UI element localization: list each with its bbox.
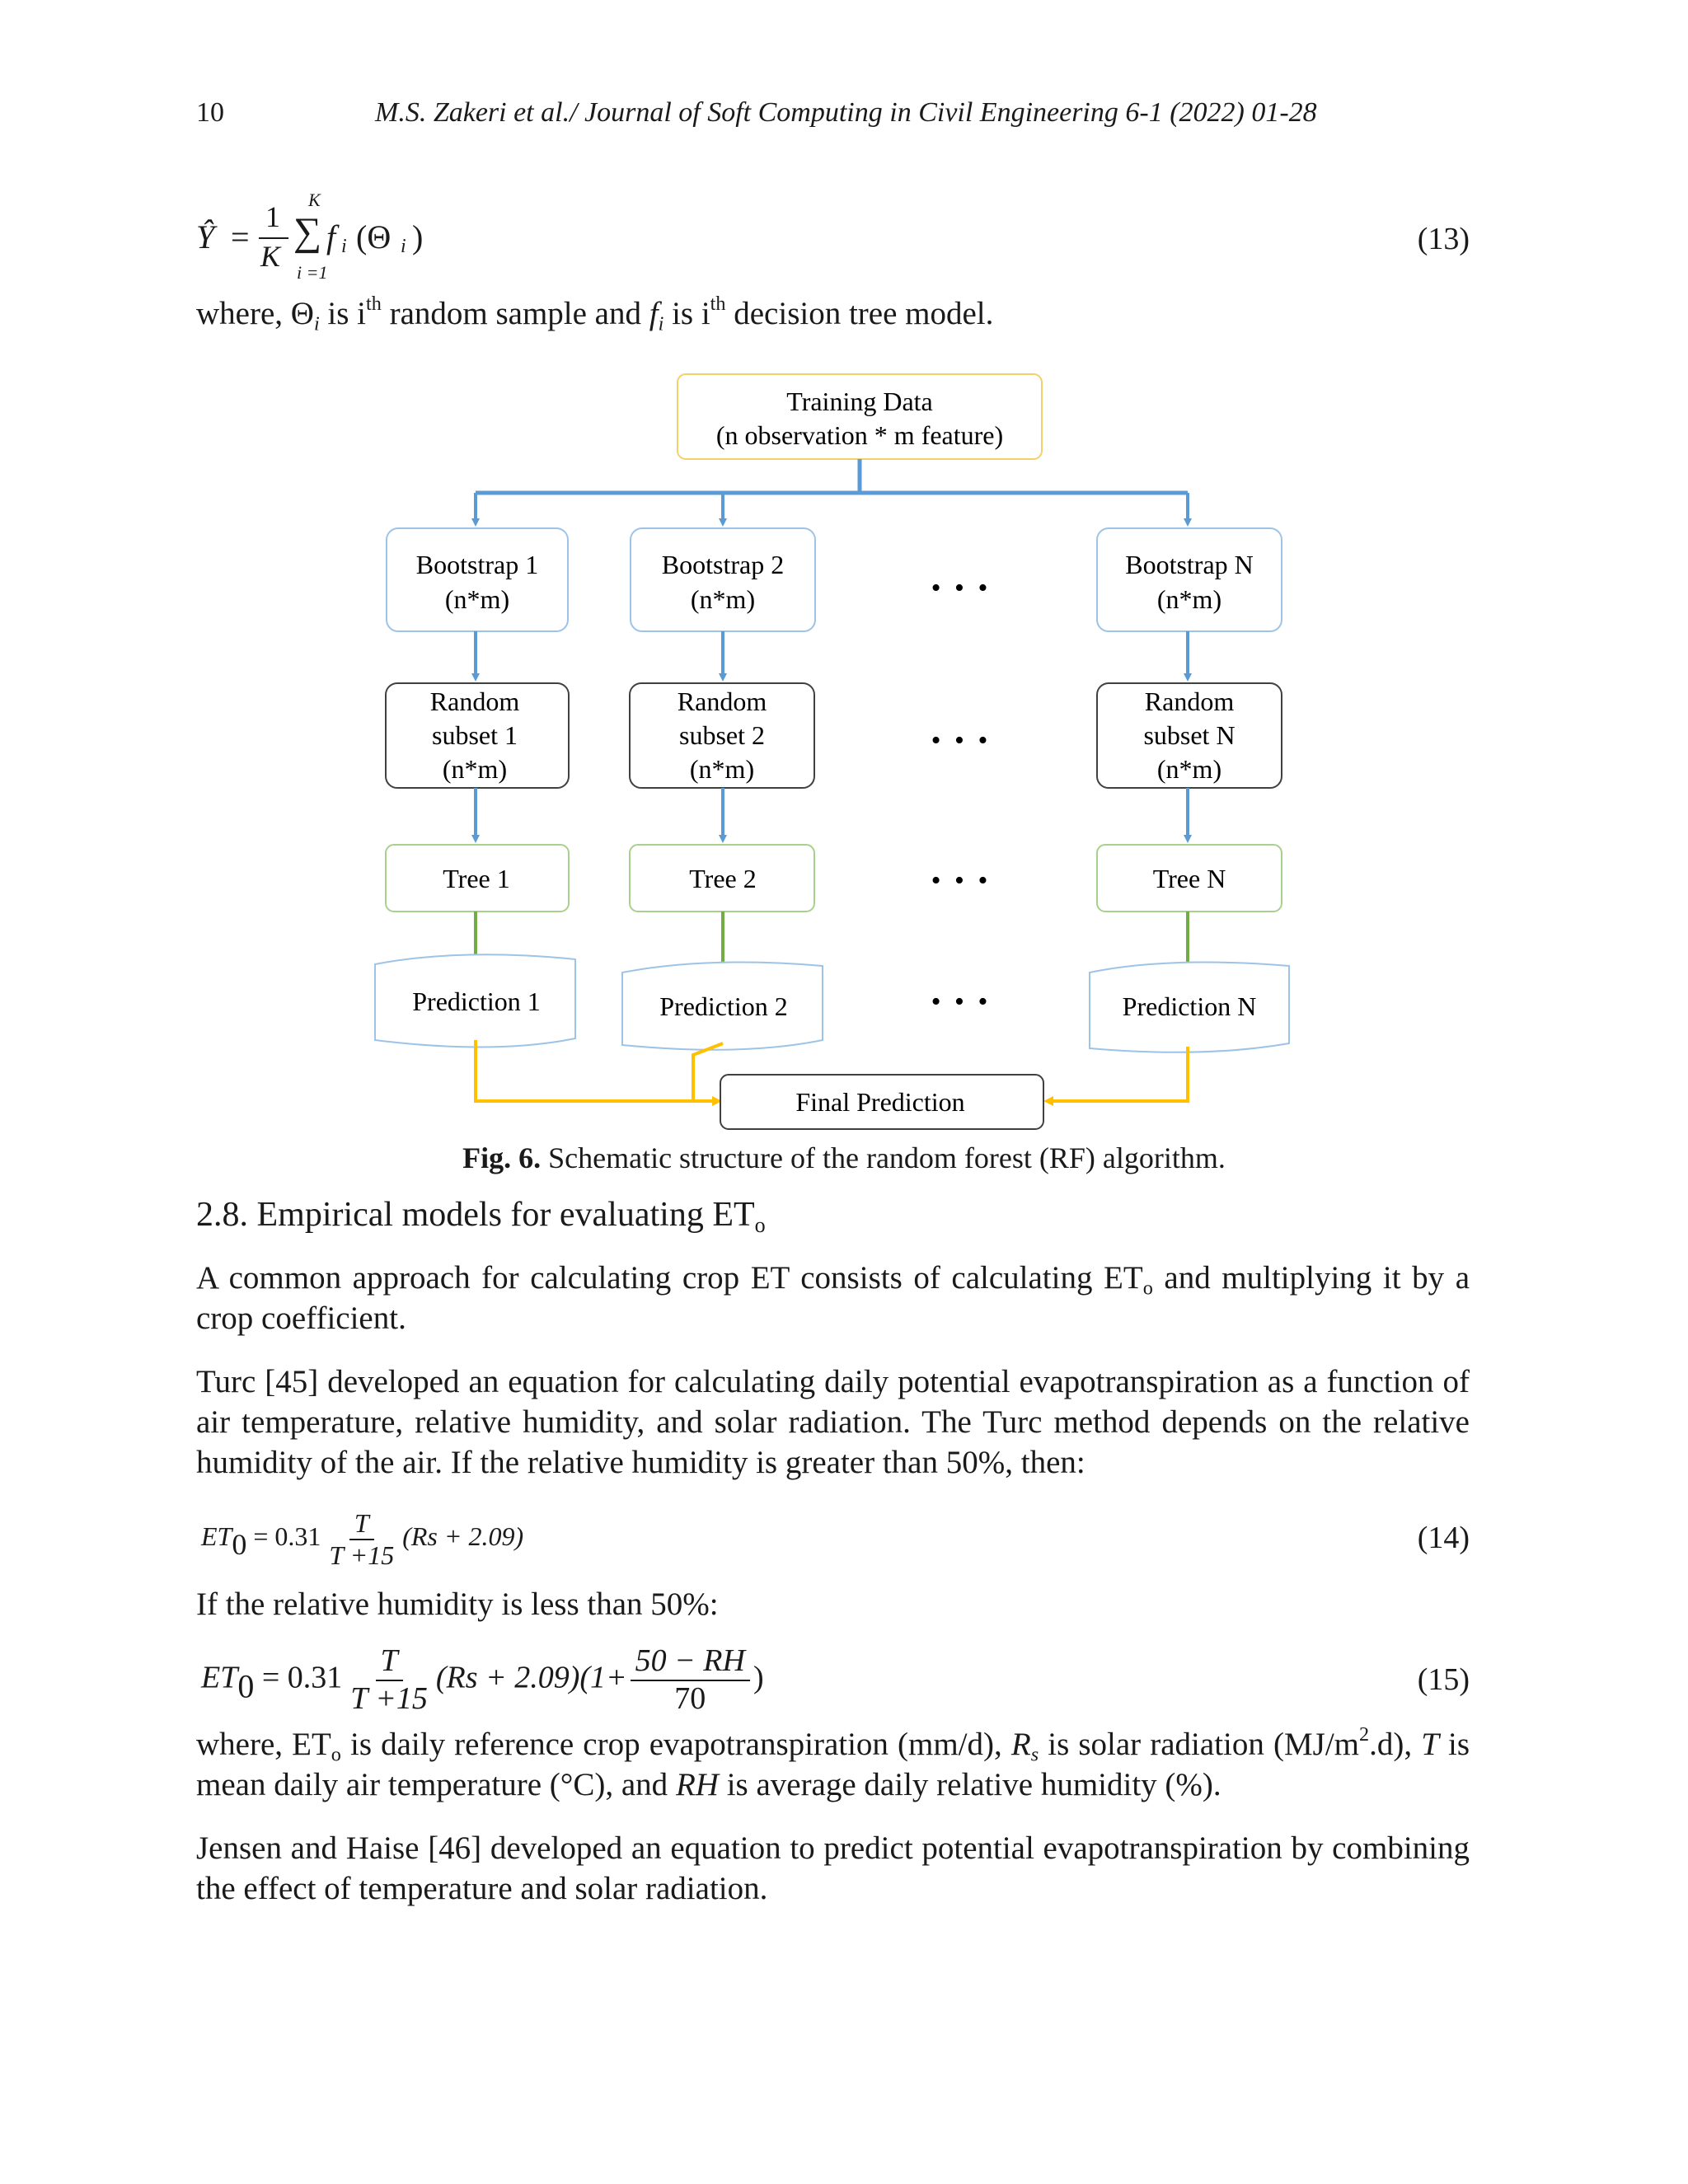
eq13-func-sub: i bbox=[341, 236, 347, 257]
paragraph-1 bbox=[196, 1258, 1470, 1338]
eq14-num: T bbox=[349, 1508, 374, 1540]
ellipsis-row-3: • • • bbox=[931, 865, 992, 896]
where15-f: is average daily relative humidity (%). bbox=[718, 1767, 1221, 1802]
prediction-n-label: Prediction N bbox=[1122, 991, 1257, 1021]
eq13-frac-den: K bbox=[260, 240, 281, 273]
bootstrap-2-line2: (n*m) bbox=[690, 584, 756, 614]
eq14-rest: (Rs + 2.09) bbox=[402, 1521, 524, 1552]
bootstrap-n-line2: (n*m) bbox=[1156, 584, 1222, 614]
where13-f-sub: i bbox=[658, 312, 664, 335]
eq13-lhs: Ŷ bbox=[196, 218, 215, 255]
where13-t2: is i bbox=[319, 296, 367, 331]
eq14-fraction bbox=[324, 1508, 399, 1571]
eq15-fraction-1 bbox=[345, 1643, 433, 1717]
where15-c: is solar radiation (MJ/m bbox=[1039, 1727, 1359, 1762]
where13-t2-sup: th bbox=[366, 293, 382, 316]
training-connector bbox=[476, 459, 1188, 493]
ellipsis-row-1: • • • bbox=[931, 573, 992, 603]
subset-1-line1: Random bbox=[429, 687, 520, 716]
eq15-num: T bbox=[376, 1643, 403, 1681]
condition-text: If the relative humidity is less than 50%: bbox=[196, 1586, 719, 1622]
bootstrap-2-line1: Bootstrap 2 bbox=[661, 550, 785, 579]
prediction-1-label: Prediction 1 bbox=[412, 987, 541, 1016]
eq13-arg-open: (Θ bbox=[356, 218, 392, 255]
subset-1-line3: (n*m) bbox=[442, 754, 508, 784]
bootstrap-1-box bbox=[387, 528, 568, 631]
paragraph-3: Jensen and Haise [46] developed an equation to predict potential evapotranspiration by combining the effect of temperature and solar radiation. bbox=[196, 1830, 1470, 1906]
subset-2-line1: Random bbox=[677, 687, 767, 716]
running-title: M.S. Zakeri et al./ Journal of Soft Computing in Civil Engineering 6-1 (2022) 01-28 bbox=[375, 97, 1317, 128]
equation-15 bbox=[201, 1643, 764, 1717]
equation-13-number: (13) bbox=[1417, 222, 1470, 256]
where13-t1-sub: i bbox=[313, 312, 320, 335]
where15-a: where, ET bbox=[196, 1727, 331, 1762]
eq15-eq: = 0.31 bbox=[254, 1660, 343, 1695]
final-prediction-label: Final Prediction bbox=[795, 1087, 965, 1117]
where13-t3: random sample and bbox=[381, 296, 649, 331]
section-heading bbox=[196, 1195, 766, 1235]
bootstrap-1-line2: (n*m) bbox=[444, 584, 510, 614]
bootstrap-n-line1: Bootstrap N bbox=[1125, 550, 1254, 579]
where13-t5: decision tree model. bbox=[725, 296, 994, 331]
eq13-sum-upper: K bbox=[308, 190, 321, 210]
bootstrap-1-line1: Bootstrap 1 bbox=[415, 550, 539, 579]
eq13-sum-lower: i =1 bbox=[297, 262, 328, 283]
subset-n-line1: Random bbox=[1144, 687, 1235, 716]
caption-text: Schematic structure of the random forest (RF) algorithm. bbox=[541, 1141, 1226, 1174]
eq13-func: f bbox=[326, 218, 336, 255]
where13-f: f bbox=[649, 296, 659, 331]
para1-sub: o bbox=[1142, 1277, 1153, 1300]
eq13-sigma: ∑ bbox=[293, 210, 322, 254]
training-data-line1: Training Data bbox=[786, 387, 933, 416]
caption-label: Fig. 6. bbox=[462, 1141, 542, 1174]
eq14-lhs: ET bbox=[201, 1521, 232, 1552]
where13-t1: where, Θ bbox=[196, 296, 314, 331]
para1-b: and multiplying it by a crop coefficient. bbox=[196, 1260, 1470, 1336]
eq14-den: T +15 bbox=[329, 1540, 395, 1570]
eq13-arg-sub: i bbox=[401, 236, 406, 257]
eq15-den: T +15 bbox=[350, 1680, 428, 1716]
subset-1-line2: subset 1 bbox=[432, 720, 518, 750]
section-title-sub: o bbox=[754, 1212, 766, 1237]
prediction-2-label: Prediction 2 bbox=[659, 991, 788, 1021]
where15-rs: R bbox=[1010, 1727, 1031, 1762]
eq14-lhs-sub: 0 bbox=[232, 1527, 247, 1561]
where15-a-sub: o bbox=[331, 1743, 341, 1766]
eq13-arg-close: ) bbox=[412, 218, 424, 255]
ellipsis-row-2: • • • bbox=[931, 725, 992, 756]
where13-t4-sup: th bbox=[710, 293, 726, 316]
subset-n-line3: (n*m) bbox=[1156, 754, 1222, 784]
where15-rs-sub: s bbox=[1030, 1743, 1039, 1766]
eq15-lhs-sub: 0 bbox=[237, 1667, 255, 1705]
equation-14-number: (14) bbox=[1417, 1521, 1470, 1555]
eq15-close: ) bbox=[753, 1660, 764, 1695]
eq15-mid: (Rs + 2.09)(1+ bbox=[435, 1660, 627, 1695]
tree-2-label: Tree 2 bbox=[689, 864, 757, 893]
where15-rh: RH bbox=[675, 1767, 719, 1802]
figure-caption bbox=[0, 1141, 1688, 1175]
section-title: 2.8. Empirical models for evaluating ET bbox=[196, 1196, 755, 1234]
eq15-fraction-2 bbox=[631, 1643, 750, 1717]
eq14-eq: = 0.31 bbox=[246, 1521, 321, 1552]
where15-c-sup: 2 bbox=[1359, 1723, 1370, 1746]
page-number: 10 bbox=[196, 97, 224, 128]
eq15-lhs: ET bbox=[201, 1660, 238, 1695]
tree-n-label: Tree N bbox=[1152, 864, 1226, 893]
where15-b: is daily reference crop evapotranspiration (mm/d), bbox=[340, 1727, 1011, 1762]
tree-1-label: Tree 1 bbox=[443, 864, 510, 893]
eq15-where-text bbox=[196, 1724, 1470, 1805]
eq15-den2: 70 bbox=[674, 1680, 706, 1716]
ellipsis-row-4: • • • bbox=[931, 987, 992, 1017]
eq15-num2: 50 − RH bbox=[631, 1643, 750, 1681]
paragraph-2: Turc [45] developed an equation for calculating daily potential evapotranspiration as a function of air temperature, relative humidity, and solar radiation. The Turc method depends on the relative humidity of the air. If the relative humidity is greater than 50%, then: bbox=[196, 1364, 1470, 1480]
where13-t4: is i bbox=[663, 296, 710, 331]
connector-prediction-n bbox=[1048, 1047, 1188, 1101]
equation-15-number: (15) bbox=[1417, 1662, 1470, 1697]
para1-a: A common approach for calculating crop ET consists of calculating ET bbox=[196, 1260, 1143, 1296]
equation-14 bbox=[201, 1508, 523, 1571]
where15-e: is mean daily air temperature (°C), and bbox=[196, 1727, 1470, 1802]
training-data-line2: (n observation * m feature) bbox=[715, 420, 1004, 450]
eq13-equals: = bbox=[231, 218, 250, 255]
where15-t: T bbox=[1421, 1727, 1439, 1762]
connector-prediction-2 bbox=[693, 1043, 723, 1101]
bootstrap-2-box bbox=[631, 528, 815, 631]
subset-n-line2: subset N bbox=[1143, 720, 1236, 750]
where15-d: .d), bbox=[1369, 1727, 1422, 1762]
bootstrap-n-box bbox=[1097, 528, 1282, 631]
subset-2-line3: (n*m) bbox=[689, 754, 755, 784]
subset-2-line2: subset 2 bbox=[679, 720, 765, 750]
eq13-frac-num: 1 bbox=[265, 200, 280, 233]
